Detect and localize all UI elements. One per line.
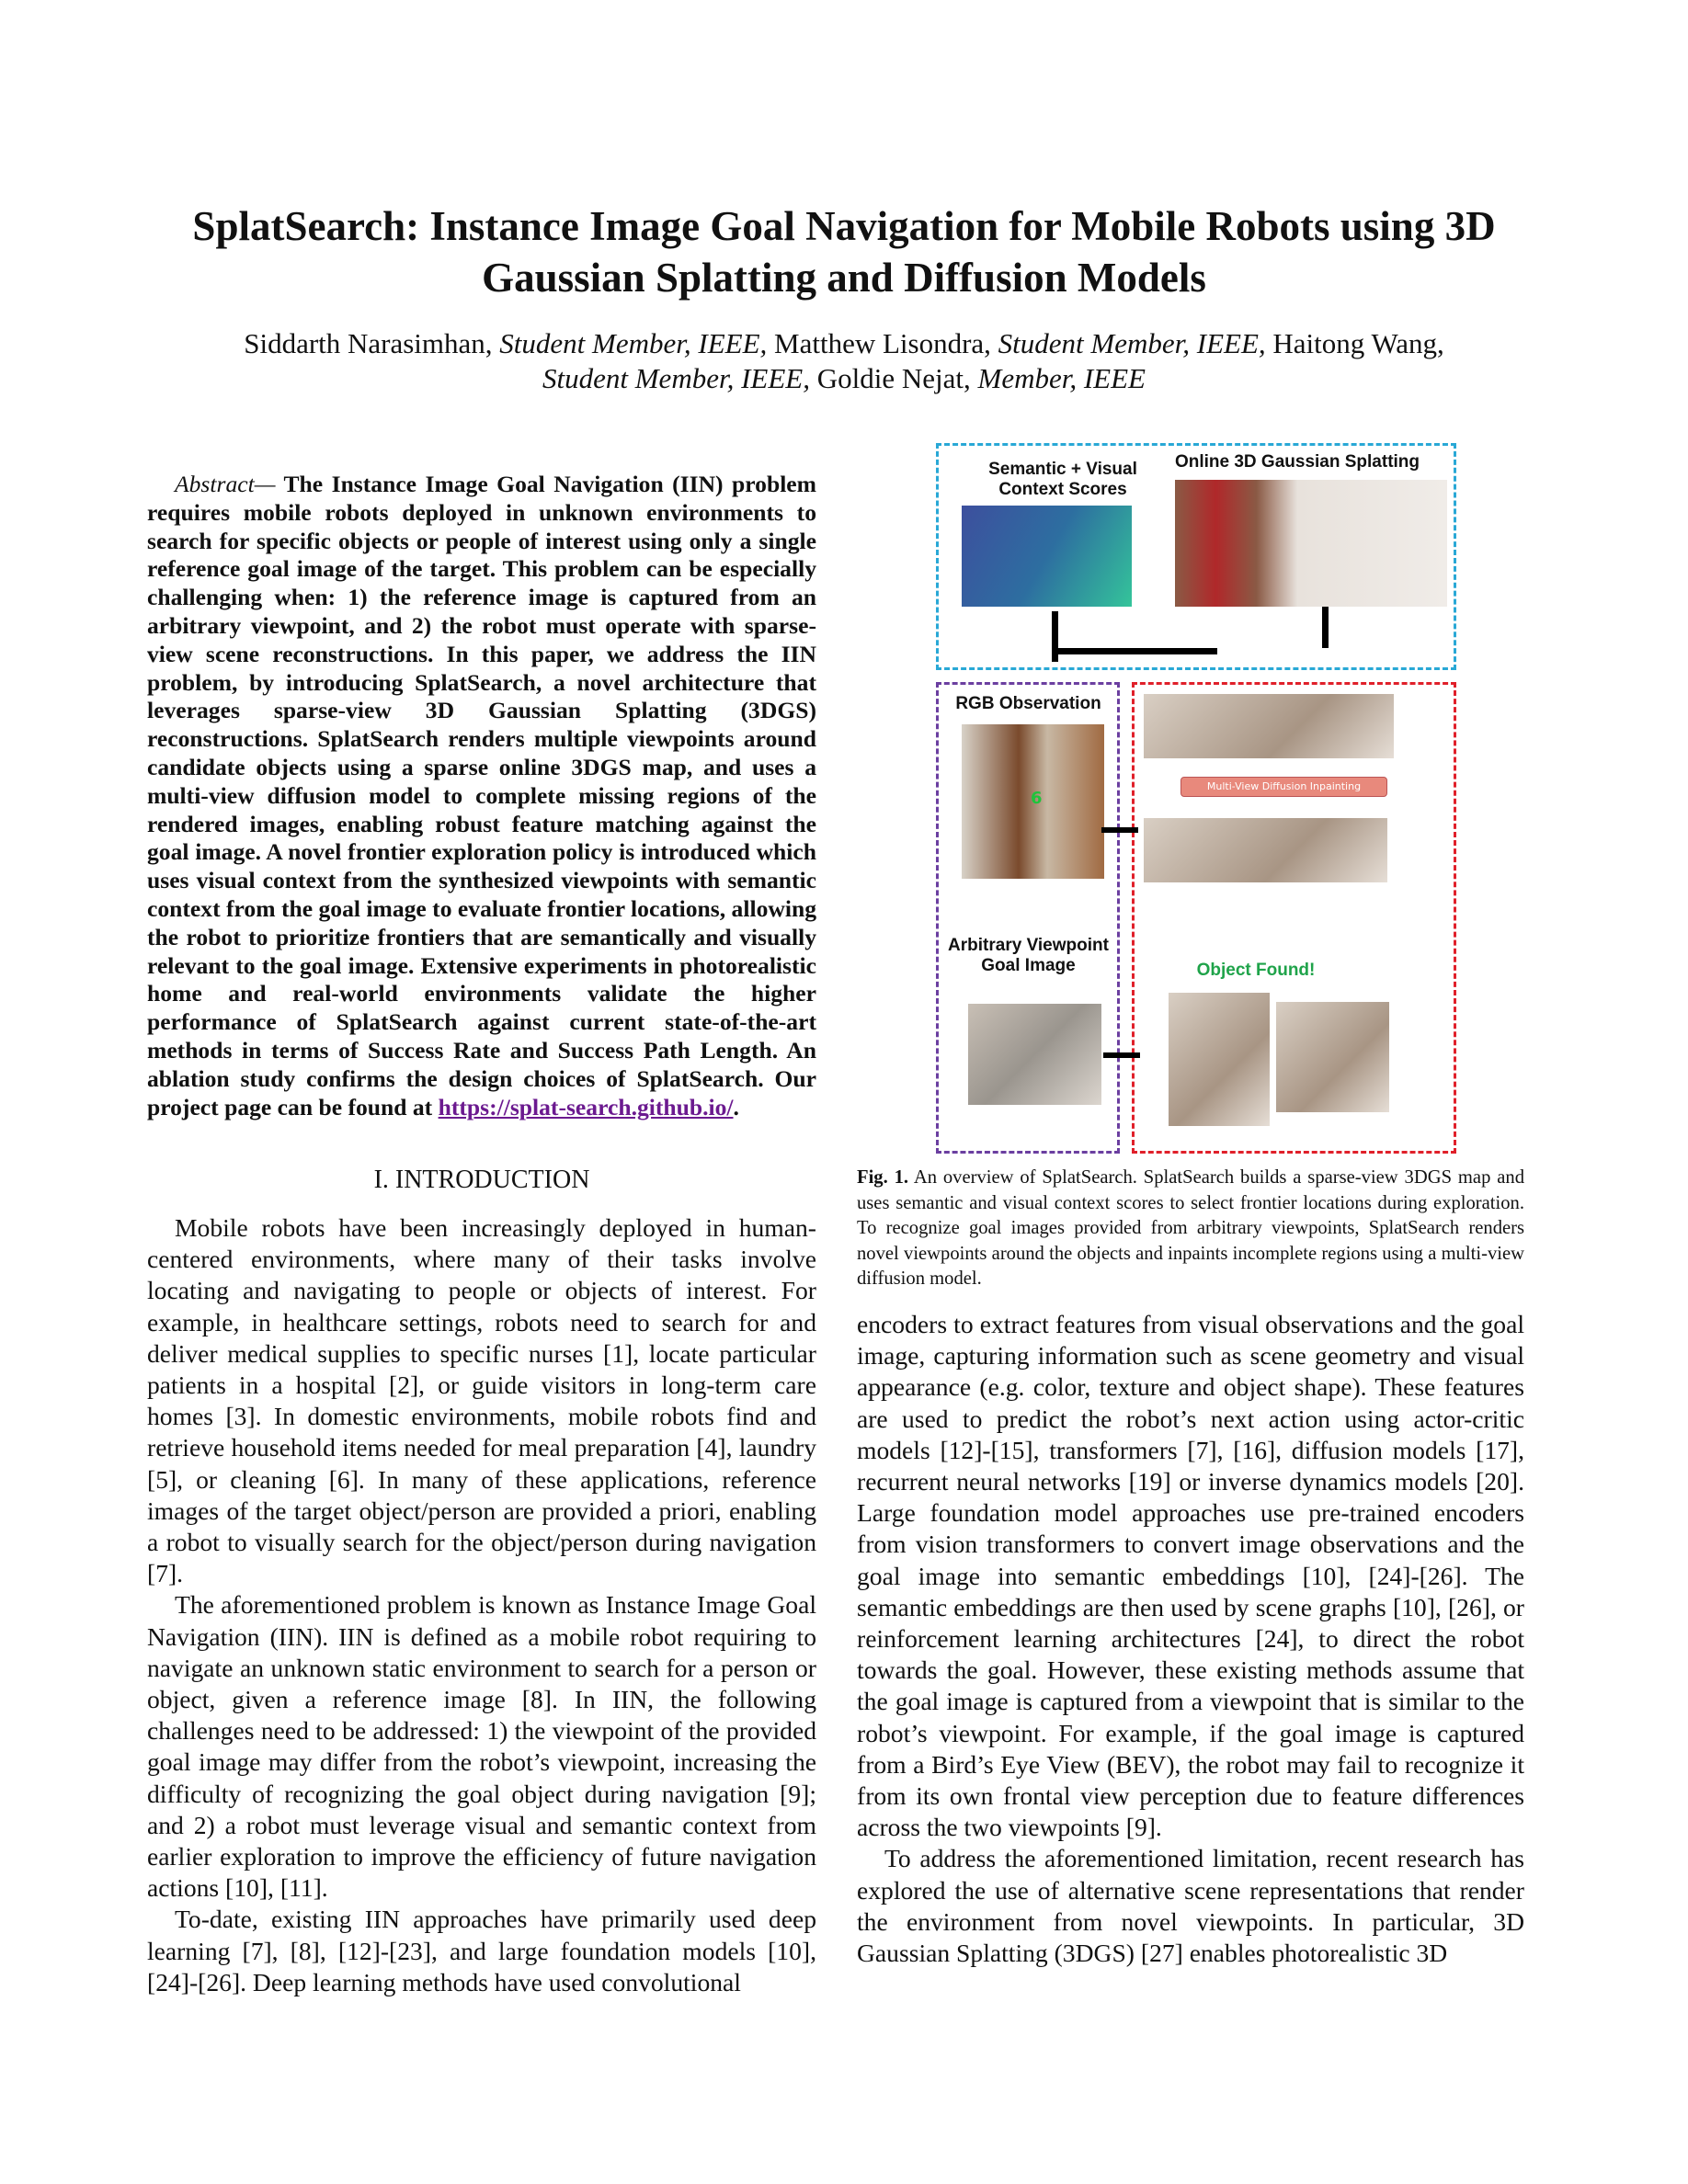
object-marker: 6 (1031, 789, 1043, 808)
figure-1 (934, 441, 1458, 1155)
rgb-label: RGB Observation (955, 694, 1101, 713)
paper-title: SplatSearch: Instance Image Goal Navigation for Mobile Robots using 3D Gaussian Splatting and Diffusion Models (192, 203, 1496, 301)
author-name: Siddarth Narasimhan, (244, 327, 493, 359)
author-name: Haitong Wang, (1272, 327, 1444, 359)
author-role: Student Member, IEEE, (542, 362, 810, 394)
caption-text: An overview of SplatSearch. SplatSearch builds a sparse-view 3DGS map and uses semantic and visual context scores to select frontier locations during exploration. To recognize goal images provided from arbitrary viewpoints, SplatSearch renders novel viewpoints around the objects and inpaints incomplete regions using a multi-view diffusion model. (857, 1167, 1524, 1289)
match-goal-image (1276, 1002, 1389, 1112)
goal-image-label: Arbitrary Viewpoint Goal Image (948, 936, 1109, 975)
section-heading: I. INTRODUCTION (373, 1166, 590, 1194)
frontier-map-image (962, 506, 1132, 607)
figure-caption (857, 1166, 1524, 1292)
paragraph: The aforementioned problem is known as Instance Image Goal Navigation (IIN). IIN is defined as a mobile robot requiring to navigate an unknown static environment to search for a person or object, given a reference image [8]. In IIN, the following challenges need to be addressed: 1) the viewpoint of the provided goal image may differ from the robot’s viewpoint, increasing the difficulty of recognizing the goal object during navigation [9]; and 2) a robot must leverage visual and semantic context from earlier exploration to improve the efficiency of future navigation actions [10], [11]. (147, 1590, 816, 1903)
author-name: Matthew Lisondra, (774, 327, 991, 359)
match-image (1169, 993, 1270, 1126)
author-list (221, 326, 1467, 396)
object-found-label: Object Found! (1196, 961, 1316, 980)
abstract (147, 471, 816, 1121)
goal-image (968, 1004, 1101, 1105)
project-page-link[interactable]: https://splat-search.github.io/ (438, 1093, 734, 1120)
author-role: Student Member, IEEE, (499, 327, 768, 359)
abstract-text: The Instance Image Goal Navigation (IIN) problem requires mobile robots deployed in unknown environments to search for specific objects or people of interest using only a single reference goal image of the target. This problem can be especially challenging when: 1) the reference image is captured from an arbitrary viewpoint, and 2) the robot must operate with sparse-view scene reconstructions. In this paper, we address the IIN problem, by introducing SplatSearch, a novel architecture that leverages sparse-view 3D Gaussian Splatting (3DGS) reconstructions. SplatSearch renders multiple viewpoints around candidate objects using a sparse online 3DGS map, and uses a multi-view diffusion model to complete missing regions of the rendered images, enabling robust feature matching against the goal image. A novel frontier exploration policy is introduced which uses visual context from the synthesized viewpoints with semantic context from the goal image to evaluate frontier locations, allowing the robot to prioritize frontiers that are semantically and visually relevant to the goal image. Extensive experiments in photorealistic home and real-world environments validate the higher performance of SplatSearch against current state-of-the-art methods in terms of Success Rate and Success Path Length. An ablation study confirms the design choices of SplatSearch. Our project page can be found at (147, 471, 816, 1120)
author-role: Member, IEEE (977, 362, 1146, 394)
arrow-icon (1322, 607, 1329, 648)
author-name: Goldie Nejat, (816, 362, 971, 394)
paragraph: encoders to extract features from visual observations and the goal image, capturing information such as scene geometry and visual appearance (e.g. color, texture and object shape). These features are used to predict the robot’s next action using actor-critic models [12]-[15], transformers [7], [16], diffusion models [17], recurrent neural networks [19] or inverse dynamics models [20]. Large foundation model approaches use pre-trained encoders from vision transformers to convert image observations and the goal image into semantic embeddings [10], [24]-[26]. The semantic embeddings are then used by scene graphs [10], [26], or reinforcement learning architectures [24], to direct the robot towards the goal. However, these existing methods assume that the goal image is captured from a viewpoint that is similar to the robot’s viewpoint. For example, if the goal image is captured from a Bird’s Eye View (BEV), the robot may fail to recognize it from its own frontal view perception due to feature differences across the two viewpoints [9]. (857, 1310, 1524, 1842)
arrow-icon (1101, 827, 1138, 833)
intro-right-column (857, 1309, 1524, 1969)
intro-left-column (147, 1212, 816, 1998)
3dgs-map-image (1175, 480, 1447, 607)
arrow-icon (1052, 648, 1217, 654)
inpainting-block: Multi-View Diffusion Inpainting (1180, 777, 1387, 797)
abstract-label: Abstract— (175, 471, 276, 497)
paragraph: Mobile robots have been increasingly deployed in human-centered environments, where many of their tasks involve locating and navigating to people or objects of interest. For example, in healthcare settings, robots need to search for and deliver medical supplies to specific nurses [1], locate particular patients in a hospital [2], or guide visitors in long-term care homes [3]. In domestic environments, mobile robots find and retrieve household items needed for meal preparation [4], laundry [5], or cleaning [6]. In many of these applications, reference images of the target object/person are provided a priori, enabling a robot to visually search for the object/person during navigation [7]. (147, 1213, 816, 1588)
3dgs-label: Online 3D Gaussian Splatting (1174, 452, 1420, 472)
scores-label: Semantic + Visual Context Scores (988, 460, 1137, 499)
paragraph: To address the aforementioned limitation, recent research has explored the use of alternative scene representations that render the environment from novel viewpoints. In particular, 3D Gaussian Splatting (3DGS) [27] enables photorealistic 3D (857, 1844, 1524, 1968)
author-role: Student Member, IEEE, (998, 327, 1266, 359)
inpainted-views-image (1144, 818, 1387, 882)
arrow-icon (1103, 1052, 1140, 1058)
rendered-views-image (1144, 694, 1394, 758)
paragraph: To-date, existing IIN approaches have primarily used deep learning [7], [8], [12]-[23], and large foundation models [10], [24]-[26]. Deep learning methods have used convolutional (147, 1905, 816, 1996)
caption-label: Fig. 1. (857, 1167, 909, 1188)
abstract-end: . (733, 1093, 739, 1120)
